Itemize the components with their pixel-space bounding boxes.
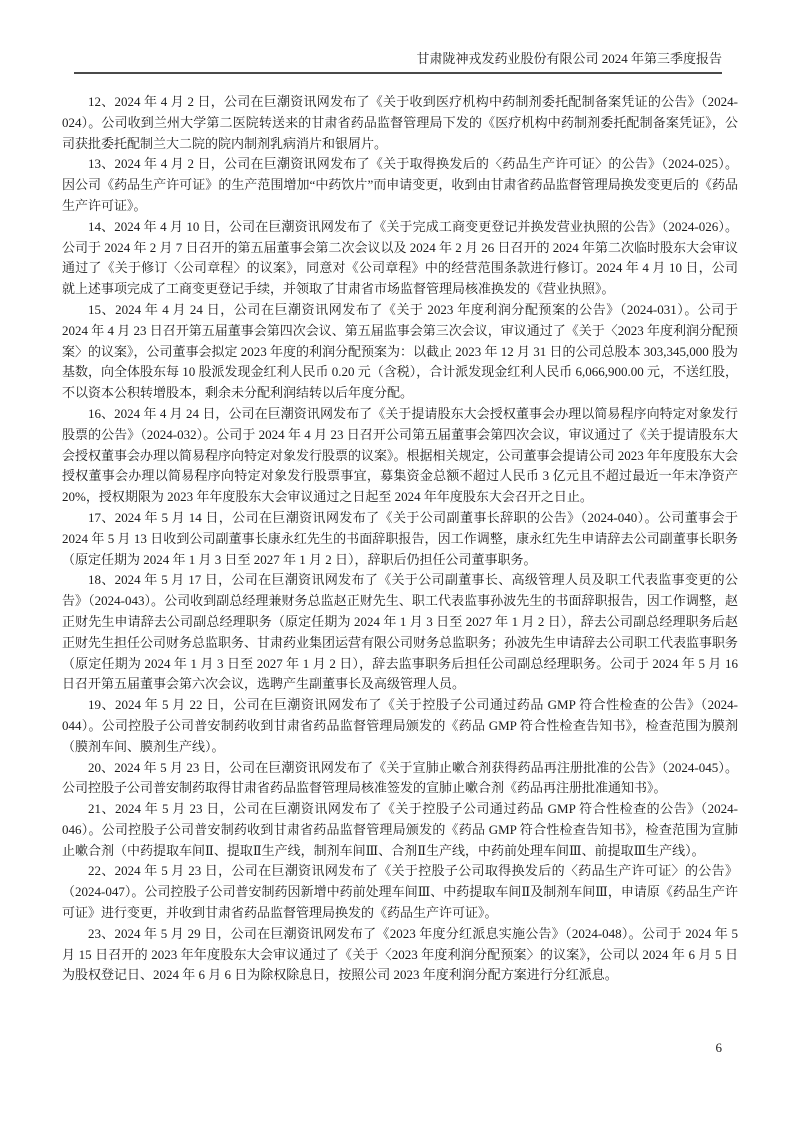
- report-paragraph: 22、2024 年 5 月 23 日，公司在巨潮资讯网发布了《关于控股子公司取得换发后的〈药品生产许可证〉的公告》（2024-047）。公司控股子公司普安制药因新增中药前处理车间Ⅲ、中药提取车间Ⅱ及制剂车间Ⅲ，申请原《药品生产许可证》进行变更，并收到甘肃省药品监督管理局换发的《药品生产许可证》。: [62, 863, 738, 921]
- page-number: 6: [715, 1040, 722, 1055]
- report-paragraph: 13、2024 年 4 月 2 日，公司在巨潮资讯网发布了《关于取得换发后的〈药品生产许可证〉的公告》（2024-025）。因公司《药品生产许可证》的生产范围增加“中药饮片”而申请变更，收到由甘肃省药品监督管理局换发变更后的《药品生产许可证》。: [62, 156, 738, 213]
- report-paragraph: 21、2024 年 5 月 23 日，公司在巨潮资讯网发布了《关于控股子公司通过药品 GMP 符合性检查的公告》（2024-046）。公司控股子公司普安制药收到甘肃省药品监督管理局颁发的《药品 GMP 符合性检查告知书》，检查范围为宣肺止嗽合剂（中药提取车间Ⅱ、提取Ⅱ生产线，制剂车间Ⅲ、合剂Ⅱ生产线，中药前处理车间Ⅲ、前提取Ⅲ生产线）。: [62, 801, 738, 858]
- page-header-title: 甘肃陇神戎发药业股份有限公司 2024 年第三季度报告: [416, 51, 722, 66]
- report-paragraph: 15、2024 年 4 月 24 日，公司在巨潮资讯网发布了《关于 2023 年度利润分配预案的公告》（2024-031）。公司于 2024 年 4 月 23 日召开第五届董事会第四次会议、第五届监事会第三次会议，审议通过了《关于〈2023 年度利润分配预案〉的议案》，公司董事会拟定 2023 年度的利润分配预案为：以截止 2023 年 12 月 31 日的公司总股本 303,345,000 股为基数，向全体股东每 10 股派发现金红利人民币 0.20 元（含税），合计派发现金红利人民币 6,066,900.00 元，不送红股，不以资本公积转增股本，剩余未分配利润结转以后年度分配。: [62, 301, 739, 401]
- report-paragraph: 19、2024 年 5 月 22 日，公司在巨潮资讯网发布了《关于控股子公司通过药品 GMP 符合性检查的公告》（2024-044）。公司控股子公司普安制药收到甘肃省药品监督管理局颁发的《药品 GMP 符合性检查告知书》，检查范围为膜剂（膜剂车间、膜剂生产线）。: [62, 697, 738, 754]
- report-paragraph: 12、2024 年 4 月 2 日，公司在巨潮资讯网发布了《关于收到医疗机构中药制剂委托配制备案凭证的公告》（2024-024）。公司收到兰州大学第二医院转送来的甘肃省药品监督管理局下发的《医疗机构中药制剂委托配制备案凭证》，公司获批委托配制兰大二院的院内制剂乳病消片和银屑片。: [62, 94, 738, 151]
- report-paragraph: 20、2024 年 5 月 23 日，公司在巨潮资讯网发布了《关于宣肺止嗽合剂获得药品再注册批准的公告》（2024-045）。公司控股子公司普安制药取得甘肃省药品监督管理局核准签发的宣肺止嗽合剂《药品再注册批准通知书》。: [62, 759, 738, 796]
- document-body: [62, 92, 738, 986]
- report-paragraph: 16、2024 年 4 月 24 日，公司在巨潮资讯网发布了《关于提请股东大会授权董事会办理以简易程序向特定对象发行股票的公告》（2024-032）。公司于 2024 年 4 月 23 日召开公司第五届董事会第四次会议，审议通过了《关于提请股东大会授权董事会办理以简易程序向特定对象发行股票的议案》。根据相关规定，公司董事会提请公司 2023 年年度股东大会授权董事会办理以简易程序向特定对象发行股票事宜，募集资金总额不超过人民币 3 亿元且不超过最近一年末净资产 20%，授权期限为 2023 年年度股东大会审议通过之日起至 2024 年年度股东大会召开之日止。: [62, 405, 739, 505]
- report-paragraph: 23、2024 年 5 月 29 日，公司在巨潮资讯网发布了《2023 年度分红派息实施公告》（2024-048）。公司于 2024 年 5 月 15 日召开的 2023 年年度股东大会审议通过了《关于〈2023 年度利润分配预案〉的议案》，公司以 2024 年 6 月 5 日为股权登记日、2024 年 6 月 6 日为除权除息日，按照公司 2023 年度利润分配方案进行分红派息。: [62, 925, 738, 983]
- report-paragraph: 17、2024 年 5 月 14 日，公司在巨潮资讯网发布了《关于公司副董事长辞职的公告》（2024-040）。公司董事会于 2024 年 5 月 13 日收到公司副董事长康永红先生的书面辞职报告，因工作调整，康永红先生申请辞去公司副董事长职务（原定任期为 2024 年 1 月 3 日至 2027 年 1 月 2 日），辞职后仍担任公司董事职务。: [62, 509, 738, 567]
- header-divider: [74, 72, 722, 74]
- report-paragraph: 14、2024 年 4 月 10 日，公司在巨潮资讯网发布了《关于完成工商变更登记并换发营业执照的公告》（2024-026）。公司于 2024 年 2 月 7 日召开的第五届董事会第二次会议以及 2024 年 2 月 26 日召开的 2024 年第二次临时股东大会审议通过了《关于修订〈公司章程〉的议案》，同意对《公司章程》中的经营范围条款进行修订。2024 年 4 月 10 日，公司就上述事项完成了工商变更登记手续，并领取了甘肃省市场监督管理局核准换发的《营业执照》。: [62, 218, 739, 297]
- report-paragraph: 18、2024 年 5 月 17 日，公司在巨潮资讯网发布了《关于公司副董事长、高级管理人员及职工代表监事变更的公告》（2024-043）。公司收到副总经理兼财务总监赵正财先生、职工代表监事孙波先生的书面辞职报告，因工作调整，赵正财先生申请辞去公司副总经理职务（原定任期为 2024 年 1 月 3 日至 2027 年 1 月 2 日），辞去公司副总经理职务后赵正财先生担任公司财务总监职务、甘肃药业集团运营有限公司财务总监职务；孙波先生申请辞去公司职工代表监事职务（原定任期为 2024 年 1 月 3 日至 2027 年 1 月 2 日），辞去监事职务后担任公司副总经理职务。公司于 2024 年 5 月 16 日召开第五届董事会第六次会议，选聘产生副董事长及高级管理人员。: [62, 572, 739, 692]
